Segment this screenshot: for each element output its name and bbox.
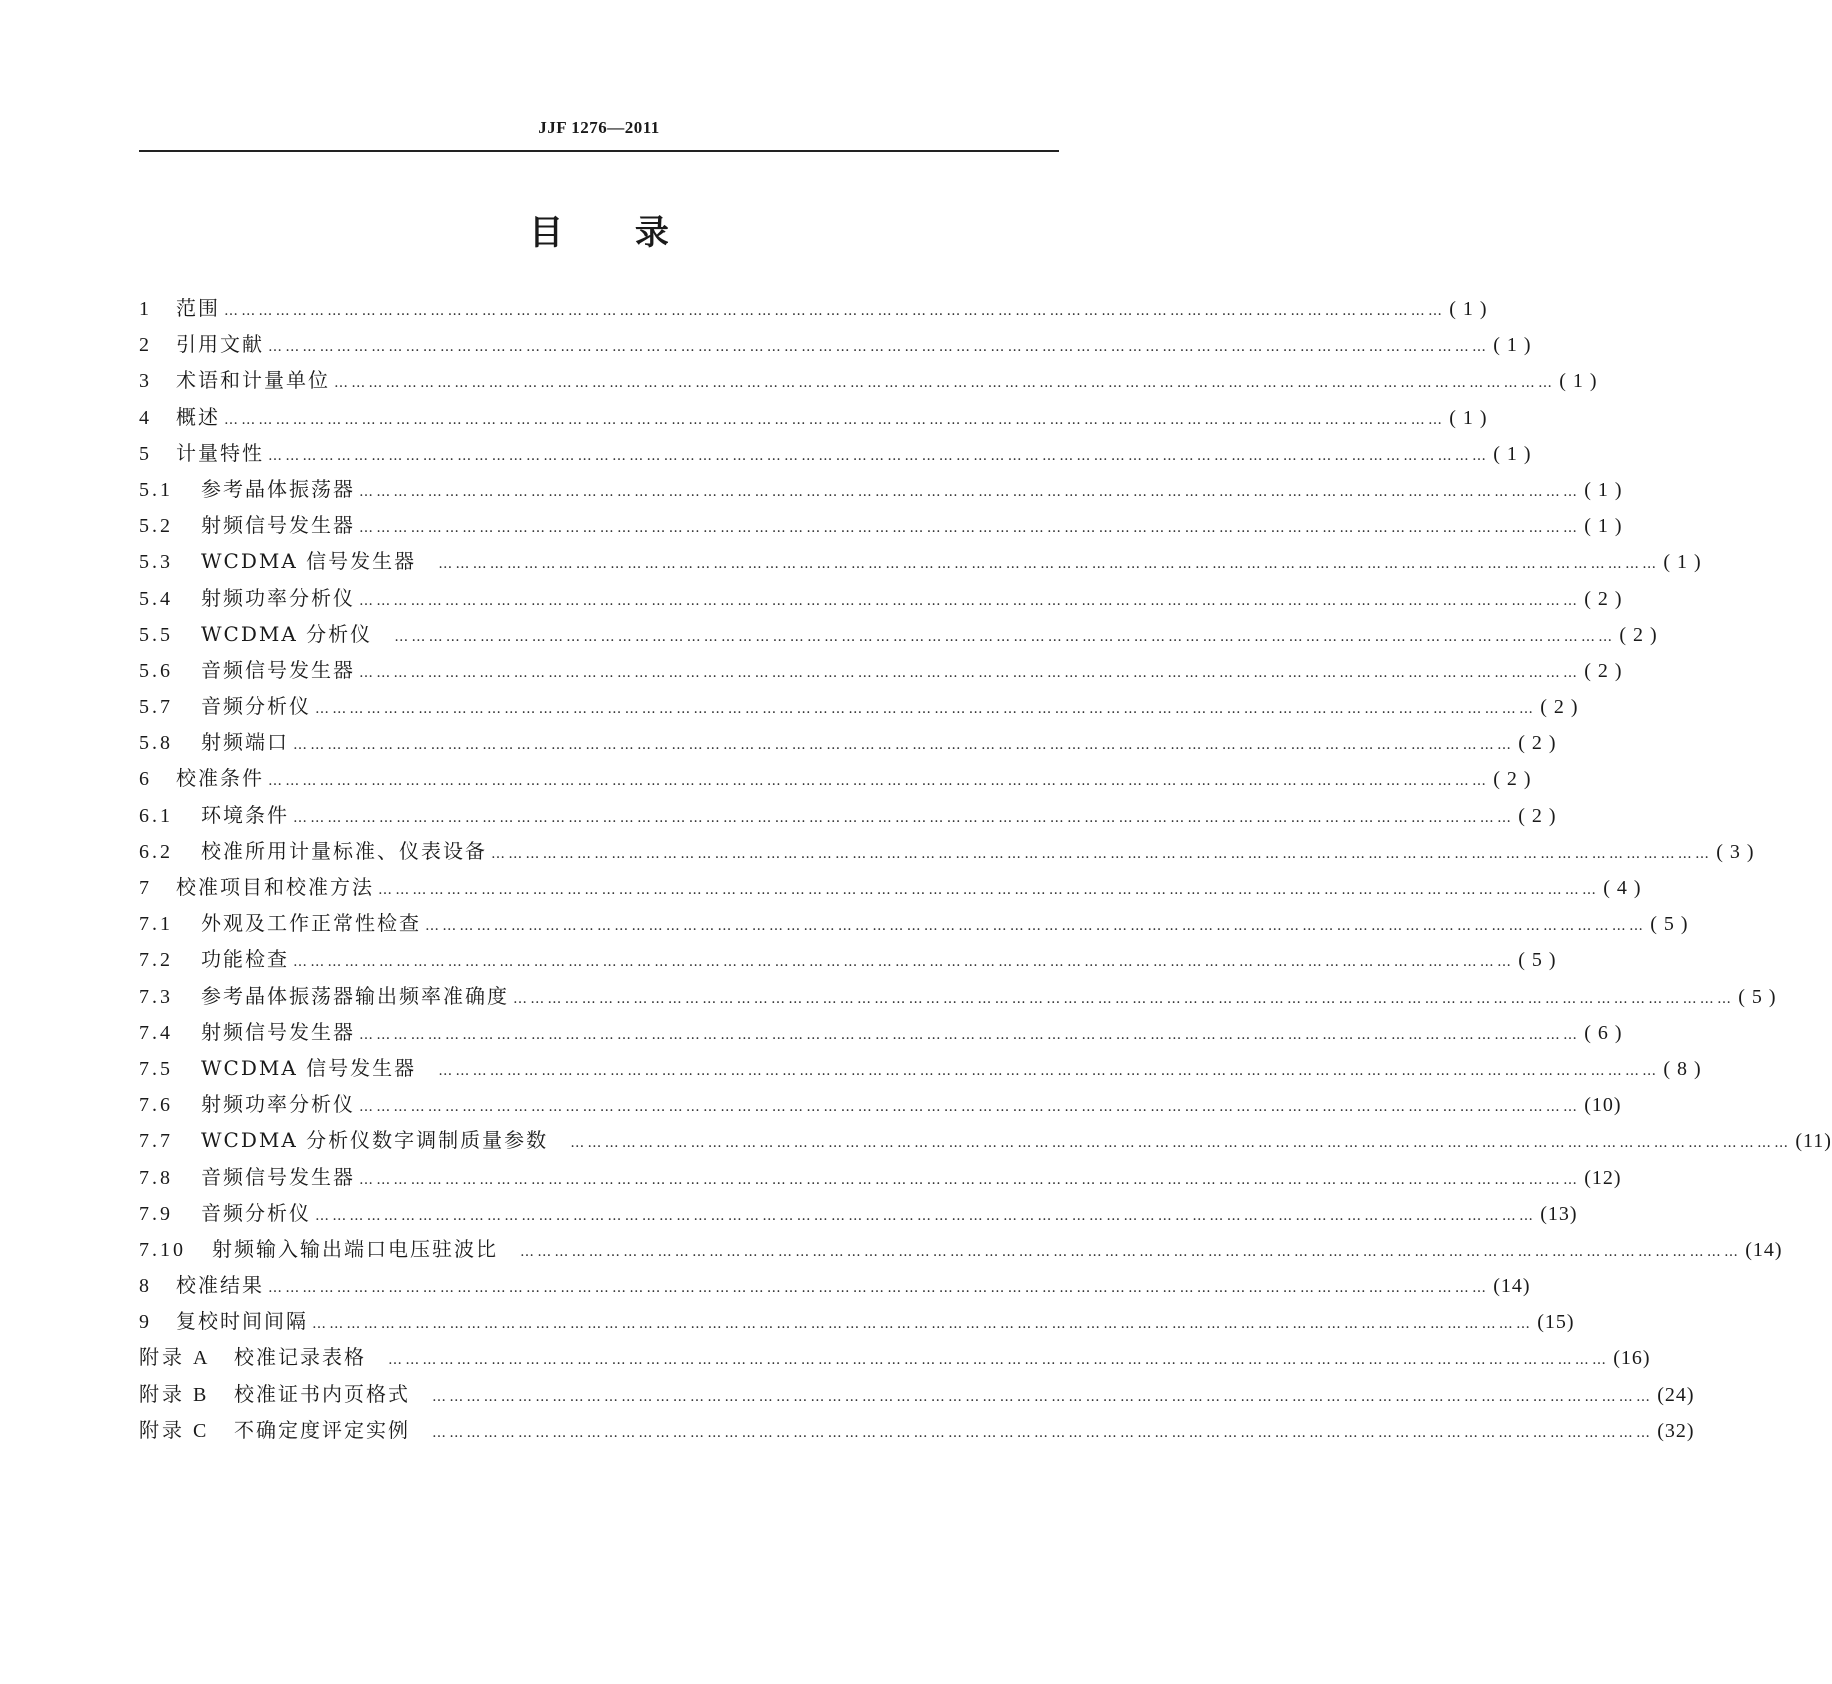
toc-leader-dots: ……………………………………………………………………………………………………………………………………………………………………………………………	[359, 1099, 1581, 1116]
toc-leader-dots: ……………………………………………………………………………………………………………………………………………………………………………………………	[315, 1207, 1537, 1224]
toc-entry-number: 4	[139, 406, 152, 429]
toc-entry[interactable]	[139, 435, 1532, 471]
toc-leader-dots: ……………………………………………………………………………………………………………………………………………………………………………………………	[378, 882, 1600, 898]
toc-entry-title: WCDMA 分析仪	[201, 621, 373, 646]
toc-entry-page: ( 2 )	[1518, 804, 1557, 827]
toc-leader-dots: ……………………………………………………………………………………………………………………………………………………………………………………………	[268, 773, 1490, 790]
toc-entry-title: 音频分析仪	[201, 1200, 311, 1225]
toc-entry-number: 1	[139, 298, 152, 320]
toc-entry-number: 7.6	[139, 1094, 173, 1117]
header-rule	[139, 150, 1059, 152]
toc-entry-title: 计量特性	[176, 440, 264, 465]
standard-code-header: JJF 1276—2011	[538, 118, 660, 137]
toc-entry-number: 3	[139, 370, 152, 393]
toc-entry[interactable]	[139, 833, 1755, 869]
toc-entry-number: 7.4	[139, 1021, 173, 1044]
toc-entry-title: 参考晶体振荡器	[201, 476, 355, 501]
toc-entry-page: ( 3 )	[1716, 840, 1755, 863]
toc-entry-page: ( 1 )	[1584, 478, 1623, 501]
toc-leader-dots: ……………………………………………………………………………………………………………………………………………………………………………………………	[359, 520, 1581, 537]
toc-leader-dots: ……………………………………………………………………………………………………………………………………………………………………………………………	[268, 1280, 1490, 1297]
toc-entry-title: 音频信号发生器	[201, 657, 355, 682]
toc-entry-number: 6	[139, 768, 152, 791]
toc-entry-page: (11)	[1795, 1130, 1832, 1153]
toc-entry[interactable]	[139, 905, 1689, 941]
toc-leader-dots: ……………………………………………………………………………………………………………………………………………………………………………………………	[520, 1243, 1742, 1260]
toc-entry[interactable]	[139, 1231, 1783, 1267]
toc-entry[interactable]	[139, 580, 1623, 616]
toc-entry-page: ( 2 )	[1540, 696, 1579, 719]
toc-entry-title: 射频功率分析仪	[201, 585, 355, 610]
toc-entry-title: WCDMA 分析仪数字调制质量参数	[201, 1128, 549, 1153]
toc-entry-number: 7.5	[139, 1057, 173, 1080]
toc-entry[interactable]	[139, 290, 1488, 326]
toc-entry[interactable]	[139, 616, 1658, 652]
toc-leader-dots: ……………………………………………………………………………………………………………………………………………………………………………………………	[432, 1388, 1654, 1405]
toc-entry-title: 校准条件	[176, 766, 264, 791]
toc-entry-page: ( 1 )	[1449, 406, 1488, 429]
toc-entry-title: 不确定度评定实例	[234, 1417, 410, 1442]
toc-entry-title: WCDMA 信号发生器	[201, 1055, 417, 1080]
toc-entry-title: 校准所用计量标准、仪表设备	[201, 838, 487, 863]
toc-entry[interactable]	[139, 652, 1623, 688]
toc-entry-number: 5	[139, 442, 152, 465]
toc-entry-title: 射频功率分析仪	[201, 1092, 355, 1117]
toc-entry[interactable]	[139, 1376, 1695, 1412]
toc-entry[interactable]	[139, 362, 1598, 398]
toc-leader-dots: ……………………………………………………………………………………………………………………………………………………………………………………………	[312, 1316, 1534, 1333]
toc-entry-title: 概述	[176, 404, 220, 429]
toc-entry[interactable]	[139, 724, 1557, 760]
toc-leader-dots: ……………………………………………………………………………………………………………………………………………………………………………………………	[388, 1352, 1610, 1369]
toc-entry-title: 校准结果	[176, 1273, 264, 1298]
toc-entry-number: 5.6	[139, 659, 173, 682]
toc-entry-title: 引用文献	[176, 332, 264, 357]
toc-leader-dots: ……………………………………………………………………………………………………………………………………………………………………………………………	[438, 556, 1660, 573]
toc-entry[interactable]	[139, 1122, 1832, 1158]
toc-entry-page: ( 2 )	[1493, 768, 1532, 791]
toc-entry[interactable]	[139, 941, 1557, 977]
toc-entry-page: ( 2 )	[1518, 732, 1557, 755]
toc-leader-dots: ……………………………………………………………………………………………………………………………………………………………………………………………	[359, 592, 1581, 609]
toc-leader-dots: ……………………………………………………………………………………………………………………………………………………………………………………………	[268, 339, 1490, 356]
toc-entry-title: 音频信号发生器	[201, 1164, 355, 1189]
toc-entry-number: 7.3	[139, 985, 173, 1008]
toc-entry-title: 校准项目和校准方法	[176, 875, 374, 899]
toc-entry-title: 术语和计量单位	[176, 368, 330, 393]
toc-entry-title: 校准记录表格	[234, 1345, 366, 1370]
toc-entry-number: 6.2	[139, 840, 173, 863]
toc-leader-dots: ……………………………………………………………………………………………………………………………………………………………………………………………	[513, 990, 1735, 1007]
toc-entry-number: 7.10	[139, 1238, 186, 1261]
toc-leader-dots: ……………………………………………………………………………………………………………………………………………………………………………………………	[438, 1062, 1660, 1079]
toc-entry[interactable]	[139, 797, 1557, 833]
toc-entry-title: 复校时间间隔	[176, 1309, 308, 1334]
toc-entry[interactable]	[139, 1303, 1575, 1339]
toc-entry[interactable]	[139, 978, 1777, 1014]
toc-entry-page: ( 1 )	[1559, 370, 1598, 393]
toc-leader-dots: ……………………………………………………………………………………………………………………………………………………………………………………………	[268, 447, 1490, 464]
toc-entry-title: 功能检查	[201, 947, 289, 972]
toc-entry-title: 射频端口	[201, 730, 289, 755]
toc-entry-number: 7.7	[139, 1130, 173, 1153]
toc-entry[interactable]	[139, 760, 1532, 796]
toc-entry[interactable]	[139, 869, 1642, 905]
toc-entry-title: 射频信号发生器	[201, 1019, 355, 1044]
toc-entry-page: ( 1 )	[1663, 551, 1702, 574]
toc-entry-number: 5.3	[139, 551, 173, 574]
toc-entry[interactable]	[139, 399, 1488, 435]
toc-entry-number: 7.8	[139, 1166, 173, 1189]
toc-leader-dots: ……………………………………………………………………………………………………………………………………………………………………………………………	[359, 664, 1581, 681]
toc-entry-number: 6.1	[139, 804, 173, 827]
toc-entry-number: 9	[139, 1311, 152, 1334]
toc-entry[interactable]	[139, 1050, 1702, 1086]
toc-entry[interactable]	[139, 688, 1579, 724]
toc-entry-number: 5.2	[139, 515, 173, 538]
toc-entry[interactable]	[139, 1159, 1622, 1195]
toc-leader-dots: ……………………………………………………………………………………………………………………………………………………………………………………………	[432, 1424, 1654, 1441]
toc-entry[interactable]	[139, 1195, 1578, 1231]
toc-entry-page: ( 1 )	[1449, 298, 1488, 320]
toc-entry-page: ( 2 )	[1619, 623, 1658, 646]
toc-entry-number: 7.2	[139, 949, 173, 972]
toc-leader-dots: ……………………………………………………………………………………………………………………………………………………………………………………………	[315, 701, 1537, 718]
toc-entry-number: 附录 A	[139, 1347, 211, 1370]
toc-entry-number: 7	[139, 877, 152, 899]
toc-entry-number: 5.7	[139, 696, 173, 719]
toc-entry-page: ( 5 )	[1738, 985, 1777, 1008]
toc-entry-number: 5.5	[139, 623, 173, 646]
toc-entry-page: ( 5 )	[1518, 949, 1557, 972]
toc-entry-number: 5.8	[139, 732, 173, 755]
toc-leader-dots: ……………………………………………………………………………………………………………………………………………………………………………………………	[293, 809, 1515, 826]
toc-leader-dots: ……………………………………………………………………………………………………………………………………………………………………………………………	[394, 628, 1616, 645]
toc-entry-page: ( 1 )	[1584, 515, 1623, 538]
toc-leader-dots: ……………………………………………………………………………………………………………………………………………………………………………………………	[425, 918, 1647, 935]
toc-entry-title: 校准证书内页格式	[234, 1381, 410, 1406]
toc-entry-number: 附录 B	[139, 1383, 210, 1406]
toc-entry-title: 射频信号发生器	[201, 513, 355, 538]
toc-entry-title: 音频分析仪	[201, 694, 311, 719]
toc-leader-dots: ……………………………………………………………………………………………………………………………………………………………………………………………	[359, 483, 1581, 500]
toc-entry[interactable]	[139, 543, 1702, 579]
toc-leader-dots: ……………………………………………………………………………………………………………………………………………………………………………………………	[334, 375, 1556, 392]
toc-entry[interactable]	[139, 1339, 1651, 1375]
toc-entry-number: 5.4	[139, 587, 173, 610]
toc-entry-page: ( 5 )	[1650, 913, 1689, 936]
toc-entry-page: ( 1 )	[1493, 442, 1532, 465]
toc-entry-number: 8	[139, 1275, 152, 1298]
toc-entry-title: 范围	[176, 296, 220, 320]
toc-entry-page: (14)	[1745, 1238, 1783, 1261]
page-title: 目 录	[529, 213, 669, 253]
toc-entry-title: 射频输入输出端口电压驻波比	[212, 1236, 498, 1261]
toc-entry-page: (14)	[1493, 1275, 1531, 1298]
toc-entry[interactable]	[139, 1412, 1695, 1448]
toc-entry[interactable]	[139, 1086, 1622, 1122]
toc-entry-number: 附录 C	[139, 1419, 210, 1442]
toc-entry-page: (13)	[1540, 1202, 1578, 1225]
toc-entry[interactable]	[139, 471, 1623, 507]
toc-entry-number: 2	[139, 334, 152, 357]
toc-entry-page: ( 1 )	[1493, 334, 1532, 357]
toc-entry-number: 5.1	[139, 478, 173, 501]
toc-leader-dots: ……………………………………………………………………………………………………………………………………………………………………………………………	[359, 1026, 1581, 1043]
table-of-contents	[139, 290, 1832, 1448]
toc-entry[interactable]	[139, 1014, 1623, 1050]
toc-entry-page: (24)	[1657, 1383, 1695, 1406]
toc-entry-title: 环境条件	[201, 802, 289, 827]
toc-entry-title: WCDMA 信号发生器	[201, 549, 417, 574]
toc-entry-title: 外观及工作正常性检查	[201, 911, 421, 936]
toc-entry-page: (12)	[1584, 1166, 1622, 1189]
toc-entry-page: ( 8 )	[1663, 1057, 1702, 1080]
toc-leader-dots: ……………………………………………………………………………………………………………………………………………………………………………………………	[570, 1135, 1792, 1152]
toc-entry-page: ( 2 )	[1584, 587, 1623, 610]
toc-entry[interactable]	[139, 326, 1532, 362]
toc-leader-dots: ……………………………………………………………………………………………………………………………………………………………………………………………	[224, 303, 1446, 319]
toc-entry-page: (16)	[1613, 1347, 1651, 1370]
toc-entry-page: ( 2 )	[1584, 659, 1623, 682]
toc-leader-dots: ……………………………………………………………………………………………………………………………………………………………………………………………	[224, 411, 1446, 428]
toc-entry-number: 7.1	[139, 913, 173, 936]
toc-leader-dots: ……………………………………………………………………………………………………………………………………………………………………………………………	[491, 845, 1713, 862]
toc-leader-dots: ……………………………………………………………………………………………………………………………………………………………………………………………	[293, 954, 1515, 971]
toc-entry[interactable]	[139, 507, 1623, 543]
toc-entry-number: 7.9	[139, 1202, 173, 1225]
toc-entry-page: ( 6 )	[1584, 1021, 1623, 1044]
toc-entry-page: (10)	[1584, 1094, 1622, 1117]
toc-entry-page: (32)	[1657, 1419, 1695, 1442]
toc-leader-dots: ……………………………………………………………………………………………………………………………………………………………………………………………	[293, 737, 1515, 754]
toc-entry-title: 参考晶体振荡器输出频率准确度	[201, 983, 509, 1008]
toc-entry-page: ( 4 )	[1603, 877, 1642, 899]
toc-leader-dots: ……………………………………………………………………………………………………………………………………………………………………………………………	[359, 1171, 1581, 1188]
toc-entry-page: (15)	[1537, 1311, 1575, 1334]
toc-entry[interactable]	[139, 1267, 1531, 1303]
